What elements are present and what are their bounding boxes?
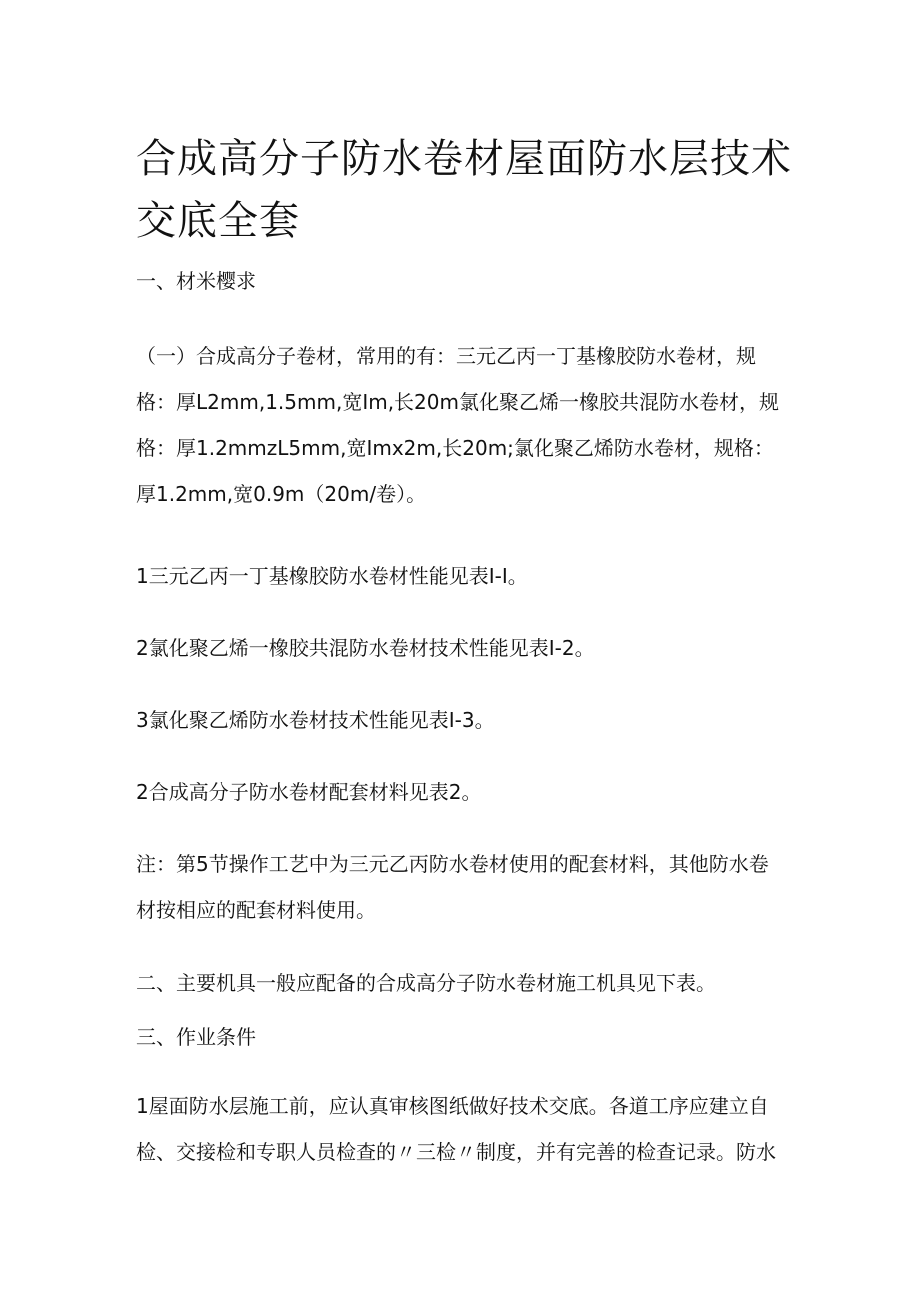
paragraph-item-3: 3氯化聚乙烯防水卷材技术性能见表I-3。	[136, 708, 495, 732]
paragraph-item-2: 2氯化聚乙烯一橡胶共混防水卷材技术性能见表I-2。	[136, 636, 595, 660]
document-title: 合成高分子防水卷材屋面防水层技术交底全套	[136, 136, 792, 244]
section-heading-materials: 一、材米樱求	[136, 269, 256, 293]
paragraph-item-1: 1三元乙丙一丁基橡胶防水卷材性能见表I-I。	[136, 564, 528, 588]
paragraph-note: 注：第5节操作工艺中为三元乙丙防水卷材使用的配套材料，其他防水卷材按相应的配套材料使用。	[136, 852, 769, 922]
section-heading-conditions: 三、作业条件	[136, 1025, 256, 1049]
paragraph-condition-1: 1屋面防水层施工前，应认真审核图纸做好技术交底。各道工序应建立自检、交接检和专职人员检查的〃三检〃制度，并有完善的检查记录。防水	[136, 1094, 776, 1164]
paragraph-auxiliary-materials: 2合成高分子防水卷材配套材料见表2。	[136, 780, 482, 804]
paragraph-membrane-types: （一）合成高分子卷材，常用的有：三元乙丙一丁基橡胶防水卷材，规格：厚L2mm,1.5mm,宽Im,长20m氯化聚乙烯一橡胶共混防水卷材，规格：厚1.2mmzL5mm,宽Imx2m,长20m;氯化聚乙烯防水卷材，规格：厚1.2mm,宽0.9m（20m/卷）。	[136, 344, 779, 506]
section-heading-tools: 二、主要机具一般应配备的合成高分子防水卷材施工机具见下表。	[136, 971, 716, 995]
